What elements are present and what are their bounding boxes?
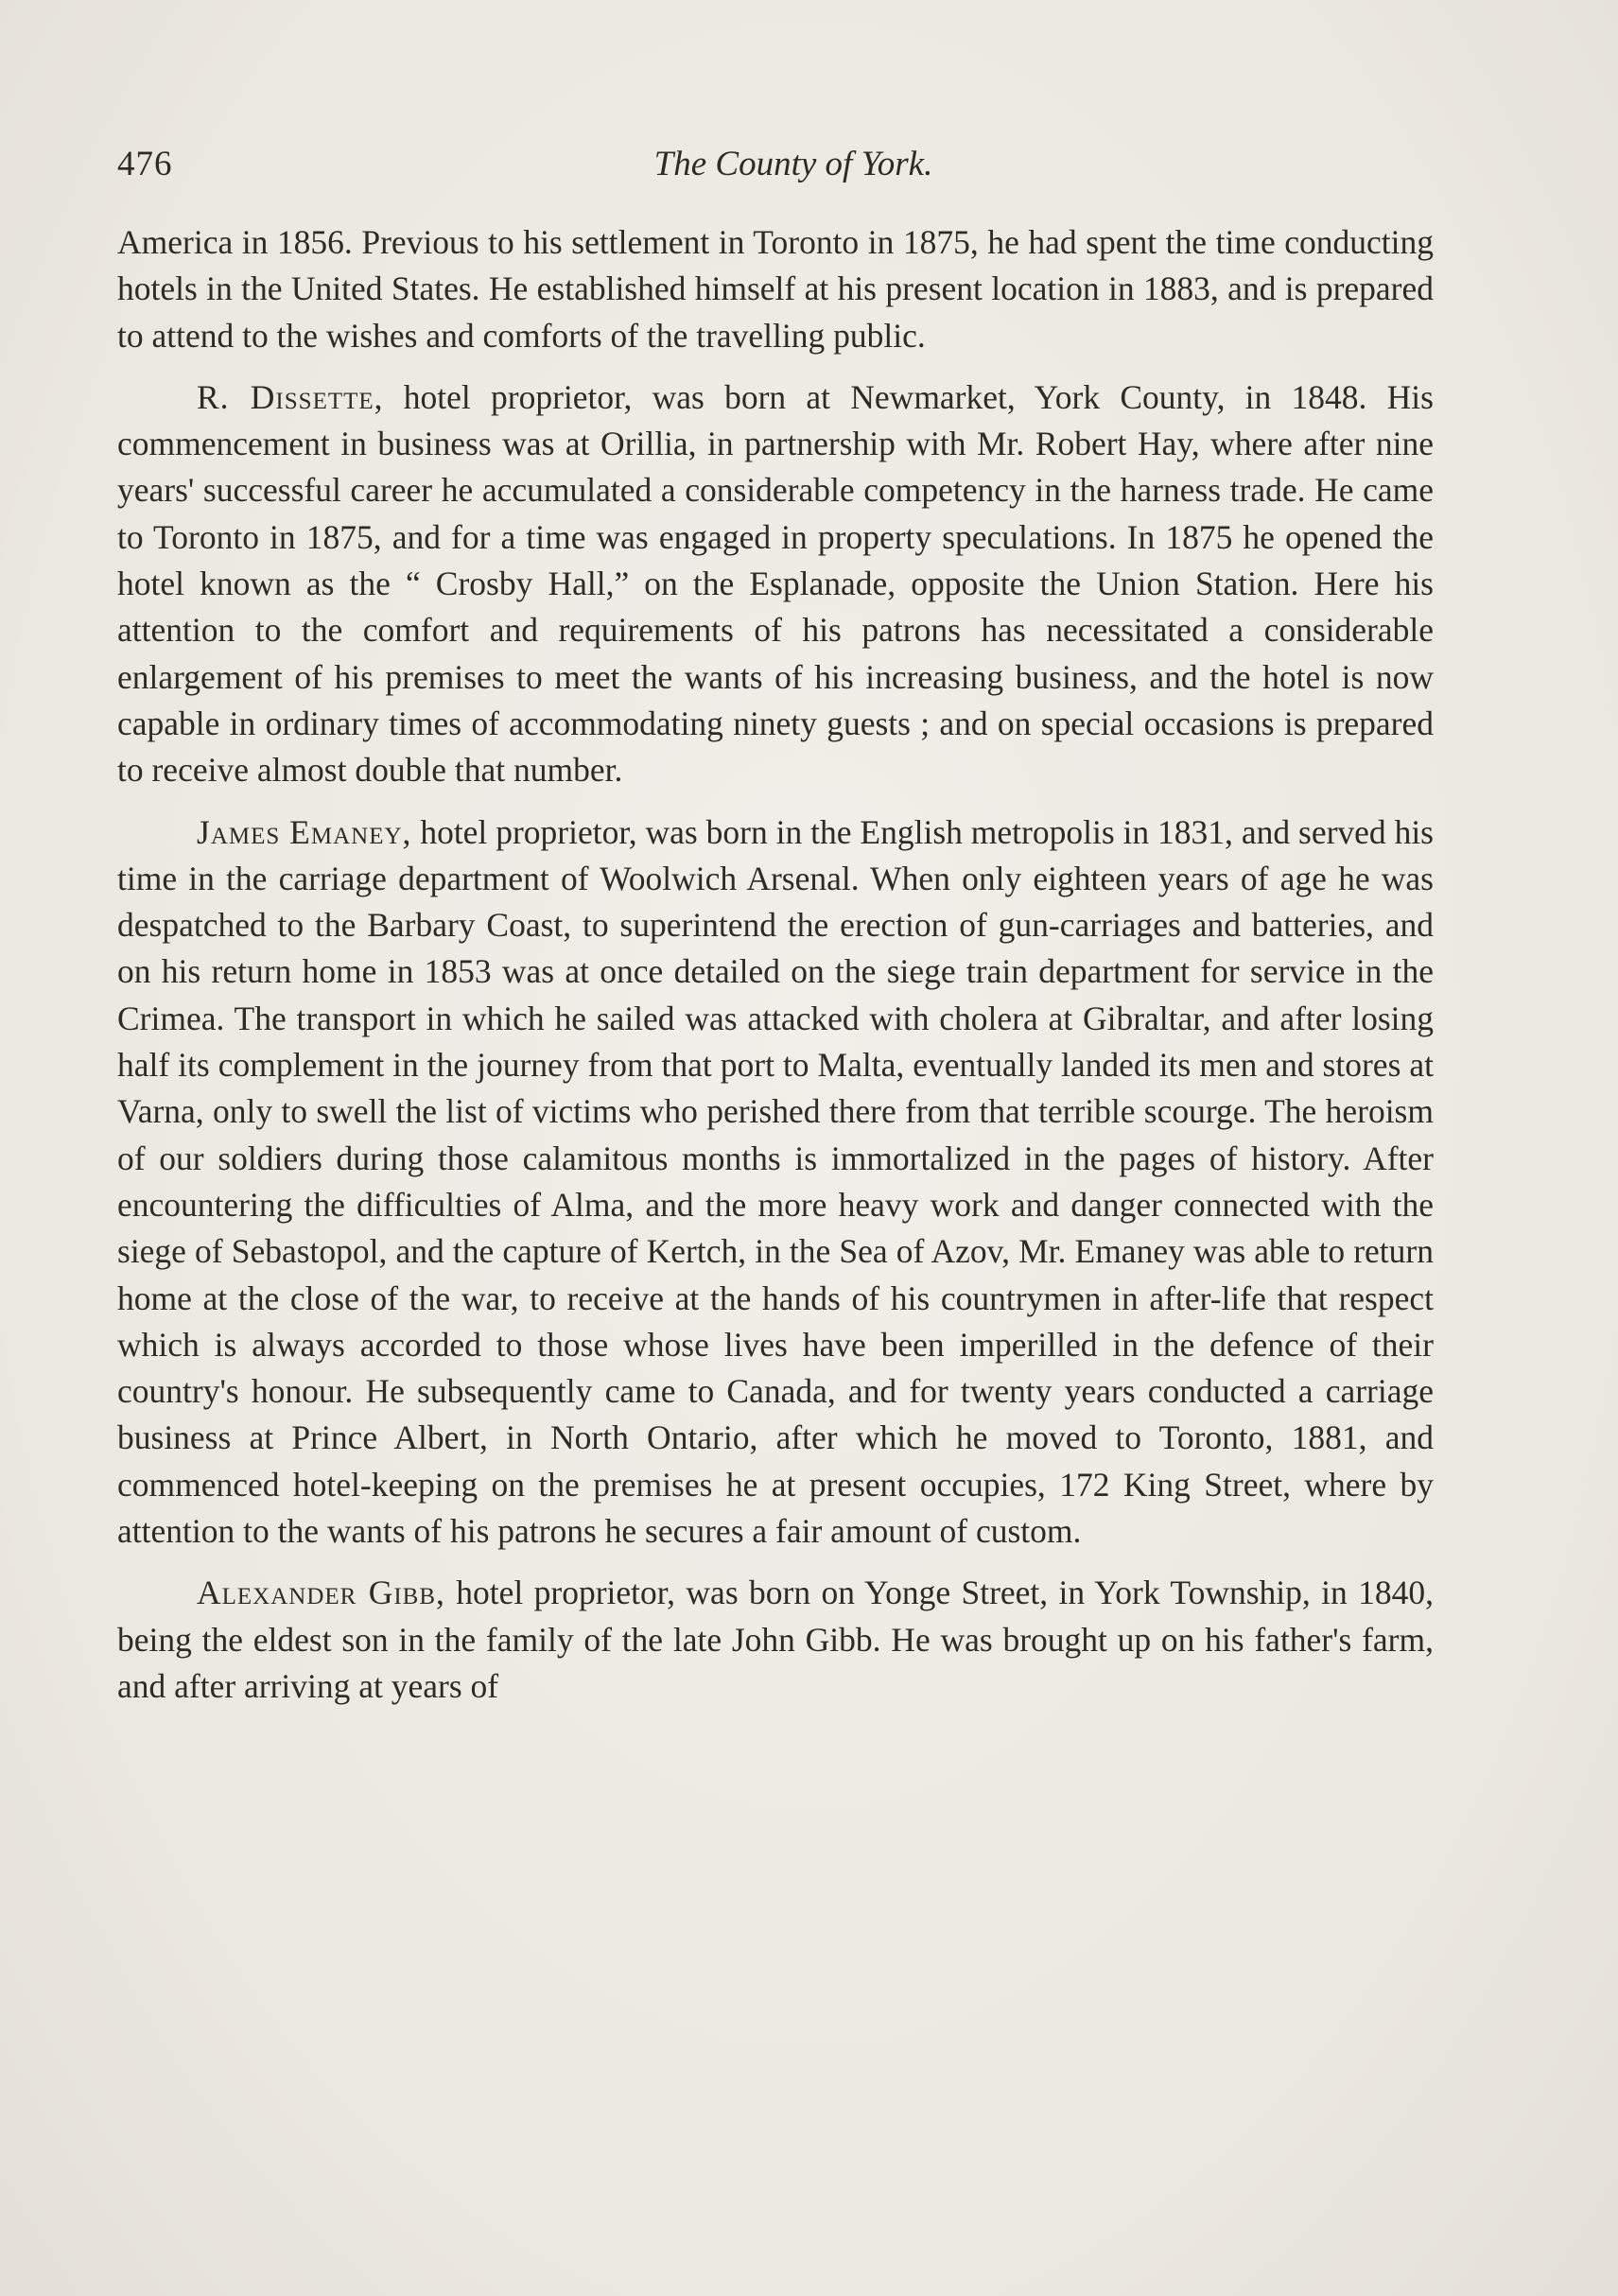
- paragraph-text: hotel proprietor, was born in the English metropolis in 1831, and served his time in the carriage department of Woolwich Arsenal. When only eighteen years of age he was despatched to the Barbary Coast, to superintend the erection of gun-carriages and batteries, and on his return home in 1853 was at once detailed on the siege train department for service in the Crimea. The transport in which he sailed was attacked with cholera at Gibraltar, and after losing half its complement in the journey from that port to Malta, eventually landed its men and stores at Varna, only to swell the list of victims who perished there from that terrible scourge. The heroism of our soldiers during those calamitous months is immortalized in the pages of history. After encountering the difficulties of Alma, and the more heavy work and danger connected with the siege of Sebastopol, and the capture of Kertch, in the Sea of Azov, Mr. Emaney was able to return home at the close of the war, to receive at the hands of his countrymen in after-life that respect which is always accorded to those whose lives have been imperilled in the defence of their country's honour. He subsequently came to Canada, and for twenty years conducted a carriage business at Prince Albert, in North Ontario, after which he moved to Toronto, 1881, and commenced hotel-keeping on the premises he at present occupies, 172 King Street, where by attention to the wants of his patrons he secures a fair amount of custom.: [117, 812, 1434, 1551]
- paragraph-gibb: [117, 1570, 1434, 1710]
- body-text: [117, 219, 1434, 1725]
- running-title: The County of York.: [653, 145, 933, 183]
- paragraph-text: hotel proprietor, was born at Newmarket, York County, in 1848. His commencement in business was at Orillia, in partnership with Mr. Robert Hay, where after nine years' successful career he accumulated a considerable competency in the harness trade. He came to Toronto in 1875, and for a time was engaged in property speculations. In 1875 he opened the hotel known as the “ Crosby Hall,” on the Esplanade, opposite the Union Station. Here his attention to the comfort and requirements of his patrons has necessitated a considerable enlargement of his premises to meet the wants of his increasing business, and the hotel is now capable in ordinary times of accommodating ninety guests ; and on special occasions is prepared to receive almost double that number.: [117, 377, 1434, 790]
- person-name: Alexander Gibb,: [197, 1574, 445, 1612]
- paragraph-text: America in 1856. Previous to his settlement in Toronto in 1875, he had spent the time conducting hotels in the United States. He established himself at his present location in 1883, and is prepared to attend to the wishes and comforts of the travelling public.: [117, 223, 1434, 355]
- person-name: James Emaney,: [197, 812, 412, 851]
- paragraph-continuation: [117, 219, 1434, 359]
- paragraph-emaney: [117, 809, 1434, 1556]
- paragraph-text: hotel proprietor, was born on Yonge Street, in York Township, in 1840, being the eldest son in the family of the late John Gibb. He was brought up on his father's farm, and after arriving at years of: [117, 1574, 1434, 1705]
- page-header: [117, 144, 1432, 200]
- page-number: 476: [117, 145, 173, 183]
- person-name: R. Dissette,: [197, 377, 384, 416]
- paragraph-dissette: [117, 374, 1434, 794]
